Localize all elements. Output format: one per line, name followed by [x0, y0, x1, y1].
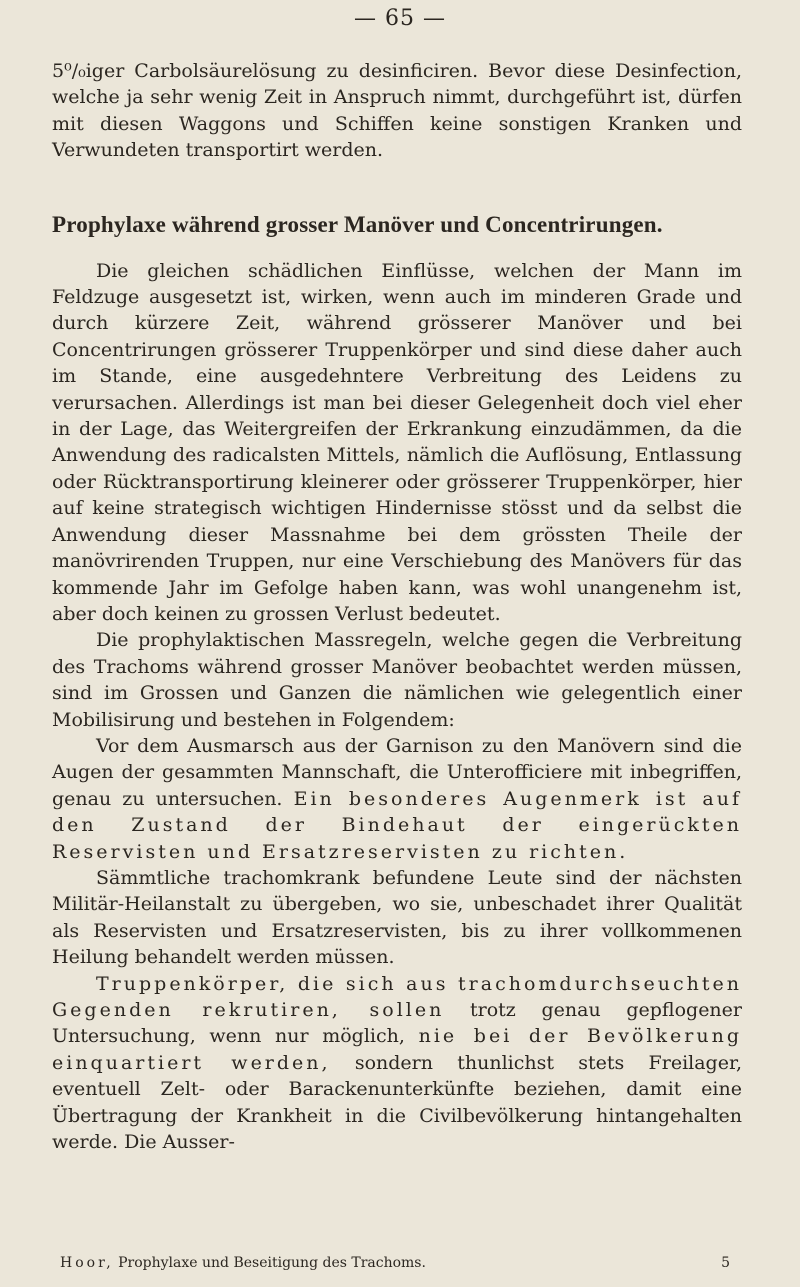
page-number: — 65 —: [354, 6, 446, 31]
footer-author: Hoor,: [60, 1255, 114, 1271]
footer-signature: 5: [721, 1255, 730, 1271]
footer-citation: [60, 1255, 426, 1271]
paragraph-5-emphasis-a: Truppenkörper, die sich aus trachomdurchseuchten Gegenden rekrutiren, sollen: [52, 972, 742, 1021]
section-heading: Prophylaxe während grosser Manöver und Concentrirungen.: [52, 211, 663, 237]
paragraph-4: Sämmtliche trachomkrank befundene Leute sind der nächsten Militär-Heilanstalt zu übergeben, wo sie, unbeschadet ihrer Qualität als Reservisten und Ersatzreservisten, bis zu ihrer vollkommenen Heilung behandelt werden müssen.: [52, 866, 742, 969]
paragraph-2: Die prophylaktischen Massregeln, welche gegen die Verbreitung des Trachoms während grosser Manöver beobachtet werden müssen, sind im Grossen und Ganzen die nämlichen wie gelegentlich einer Mobilisirung und bestehen in Folgendem:: [52, 629, 742, 731]
intro-paragraph: 5⁰/₀iger Carbolsäurelösung zu desinficiren. Bevor diese Desinfection, welche ja sehr wenig Zeit in Anspruch nimmt, durchgeführt ist, dürfen mit diesen Waggons und Schiffen keine sonstigen Kranken und Verwundeten transportirt werden.: [52, 60, 742, 162]
paragraph-5-text-b: sondern thunlichst stets Freilager, eventuell Zelt- oder Barackenunterkünfte beziehen, damit eine Übertragung der Krankheit in die Civilbevölkerung hintangehalten werde. Die Ausser-: [52, 1051, 742, 1154]
page-footer: [60, 1255, 730, 1271]
paragraph-5-text-a: trotz genau gepflogener Untersuchung, wenn nur möglich,: [52, 999, 743, 1048]
paragraph-5-emphasis-b: nie bei der Bevölkerung einquartiert werden,: [52, 1025, 742, 1074]
paragraph-1: Die gleichen schädlichen Einflüsse, welchen der Mann im Feldzuge ausgesetzt ist, wirken, wenn auch im minderen Grade und durch kürzere Zeit, während grösserer Manöver und bei Concentrirungen grösserer Truppenkörper und sind diese daher auch im Stande, eine ausgedehntere Verbreitung des Leidens zu verursachen. Allerdings ist man bei dieser Gelegenheit doch viel eher in der Lage, das Weitergreifen der Erkrankung einzudämmen, da die Anwendung des radicalsten Mittels, nämlich die Auflösung, Entlassung oder Rücktransportirung kleinerer oder grösserer Truppenkörper, hier auf keine strategisch wichtigen Hindernisse stösst und da selbst die Anwendung dieser Massnahme bei dem grössten Theile der manövrirenden Truppen, nur eine Verschiebung des Manövers für das kommende Jahr im Gefolge haben kann, was wohl unangenehm ist, aber doch keinen zu grossen Verlust bedeutet.: [52, 259, 742, 625]
paragraph-3-emphasis: Ein besonderes Augenmerk ist auf den Zustand der Bindehaut der eingerückten Reservisten und Ersatzreservisten zu richten.: [52, 787, 743, 863]
body-text: [52, 58, 742, 1155]
paragraph-5: [52, 971, 742, 1156]
paragraph-3: [52, 733, 742, 865]
paragraph-3-text: Vor dem Ausmarsch aus der Garnison zu den Manövern sind die Augen der gesammten Mannschaft, die Unterofficiere mit inbegriffen, genau zu untersuchen.: [52, 734, 742, 810]
footer-title: Prophylaxe und Beseitigung des Trachoms.: [118, 1255, 426, 1271]
